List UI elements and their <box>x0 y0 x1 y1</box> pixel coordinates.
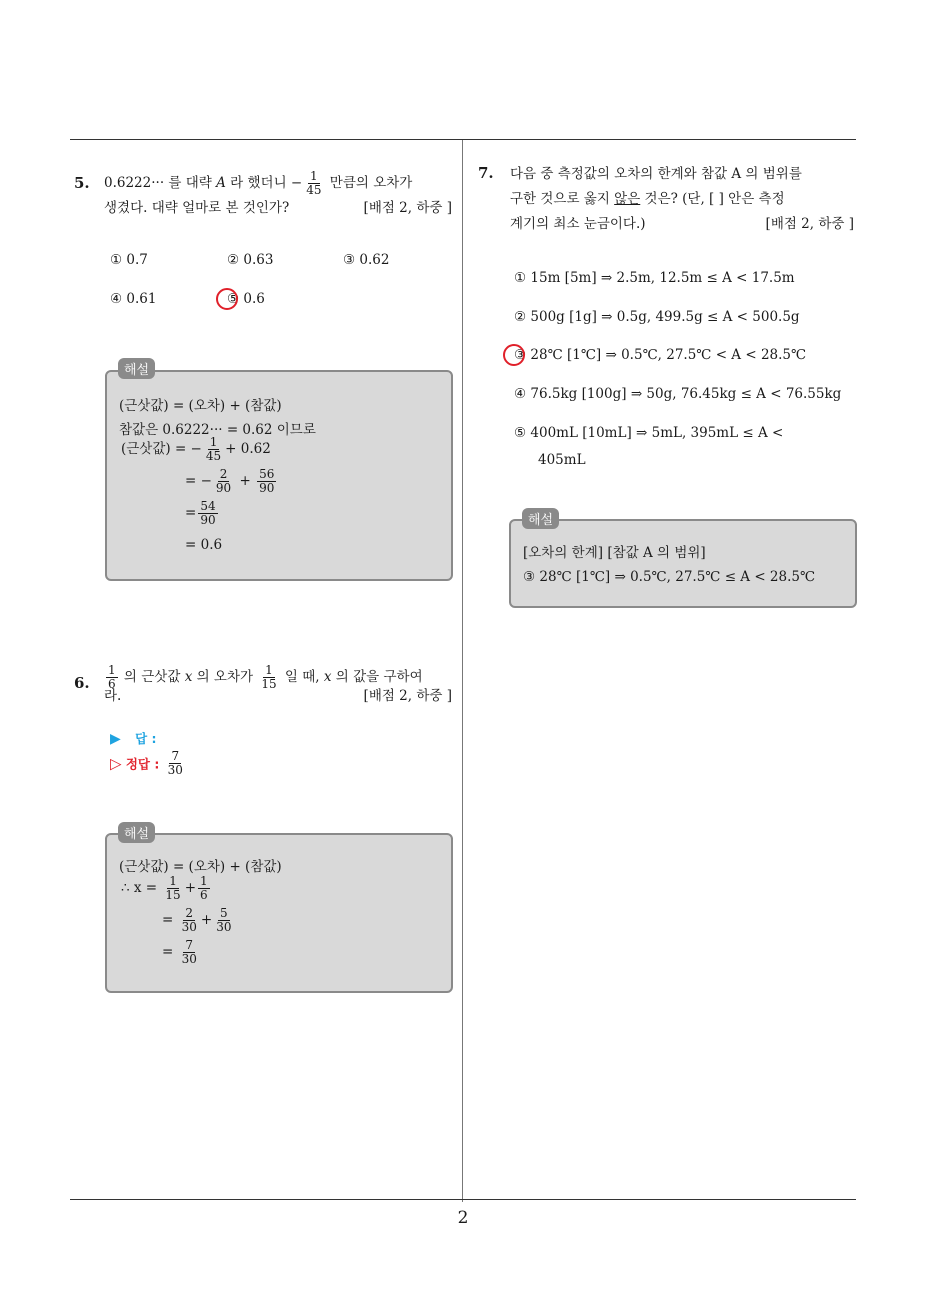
play-triangle-icon: ▶ <box>110 731 121 747</box>
answer-circle-icon <box>503 344 525 366</box>
score-meta: [배점 2, 하중 ] <box>363 688 452 704</box>
score-meta: [배점 2, 하중 ] <box>765 216 854 232</box>
q7-option-4[interactable]: ④ 76.5kg [100g] ⇒ 50g, 76.45kg ≤ A < 76.55kg <box>514 386 842 402</box>
page-number: 2 <box>457 1208 469 1228</box>
correct-answer-row: ▷ 정답 : $\frac{7}{30}$ <box>110 749 183 777</box>
q5-option-4[interactable]: ④ 0.61 <box>110 291 157 307</box>
top-rule <box>70 139 856 140</box>
outline-triangle-icon: ▷ <box>110 754 122 773</box>
q5-option-3[interactable]: ③ 0.62 <box>343 252 390 268</box>
question-text: $\frac{1}{6}$ 의 근삿값 x 의 오차가 $\frac{1}{15}$ 일 때, x 의 값을 구하여 라. [배점 2, 하중 ] <box>104 664 454 707</box>
q7-option-3[interactable]: ③ 28℃ [1℃] ⇒ 0.5℃, 27.5℃ < A < 28.5℃ <box>514 347 806 363</box>
question-number: 5. <box>74 174 90 192</box>
question-text: 0.6222··· 를 대략 A 라 했더니 − $\frac{1}{45}$ 만큼의 오차가 생겼다. 대략 얼마로 본 것인가? [배점 2, 하중 ] <box>104 170 454 219</box>
q5-option-2[interactable]: ② 0.63 <box>227 252 274 268</box>
q5-option-5[interactable]: ⑤ 0.6 <box>227 291 265 307</box>
score-meta: [배점 2, 하중 ] <box>363 200 452 216</box>
question-number: 6. <box>74 674 90 692</box>
question-text: 다음 중 측정값의 오차의 한계와 참값 A 의 범위를 구한 것으로 옳지 않은 것은? (단, [ ] 안은 측정 계기의 최소 눈금이다.) [배점 2, 하중 ] <box>510 162 858 237</box>
q7-option-2[interactable]: ② 500g [1g] ⇒ 0.5g, 499.5g ≤ A < 500.5g <box>514 309 800 325</box>
q7-option-5-cont: 405mL <box>538 452 586 468</box>
q7-explanation-box: [오차의 한계] [참값 A 의 범위] ③ 28℃ [1℃] ⇒ 0.5℃, 27.5℃ ≤ A < 28.5℃ <box>509 519 857 608</box>
explanation-tag: 해설 <box>522 508 559 529</box>
question-number: 7. <box>478 164 494 182</box>
explanation-tag: 해설 <box>118 822 155 843</box>
q7-option-5[interactable]: ⑤ 400mL [10mL] ⇒ 5mL, 395mL ≤ A < <box>514 425 784 441</box>
column-divider <box>462 140 463 1202</box>
correct-answer-value: $\frac{7}{30}$ <box>167 749 183 777</box>
fraction: $\frac{1}{45}$ <box>306 169 322 197</box>
answer-row: ▶ 답 : <box>110 731 157 747</box>
q5-option-1[interactable]: ① 0.7 <box>110 252 148 268</box>
bottom-rule <box>70 1199 856 1200</box>
q6-explanation-box: (근삿값) = (오차) + (참값) ∴ x = $\frac{1}{15}$ + $\frac{1}{6}$ = $\frac{2}{30}$ + $\frac{5}{30}$ = $\frac{7}{30}$ <box>105 833 453 993</box>
q7-option-1[interactable]: ① 15m [5m] ⇒ 2.5m, 12.5m ≤ A < 17.5m <box>514 270 795 286</box>
explanation-tag: 해설 <box>118 358 155 379</box>
answer-circle-icon <box>216 288 238 310</box>
q5-explanation-box: (근삿값) = (오차) + (참값) 참값은 0.6222··· = 0.62̇ 이므로 (근삿값) = − $\frac{1}{45}$ + 0.62̇ = − $\frac{2}{90}$ + $\frac{56}{90}$ = $\frac{54}{90}$ = 0.6 <box>105 370 453 581</box>
